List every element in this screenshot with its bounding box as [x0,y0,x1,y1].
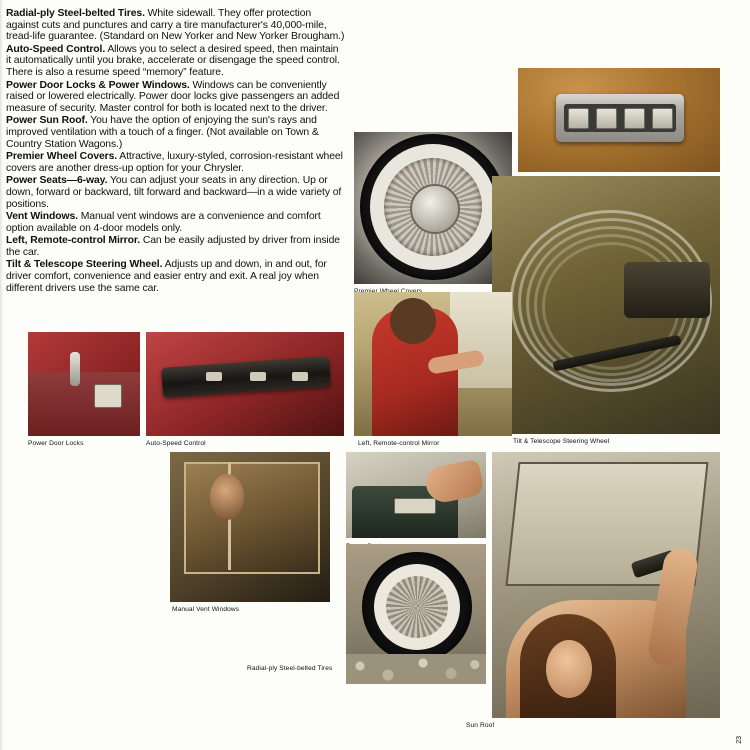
paragraph-tilt-telescope [6,259,346,294]
feature-description-column [6,8,346,295]
lead-premier-wheel-covers: Premier Wheel Covers. [6,151,118,163]
paragraph-auto-speed-control [6,44,346,79]
window-switch [568,108,589,129]
lock-switch-plate [94,384,122,408]
paragraph-power-sun-roof [6,115,346,150]
body-premier-wheel-covers: Attractive, luxury-styled, corrosion-resistant wheel covers are another dress-up option for your Chrysler. [6,151,343,174]
door-lock-knob [70,352,80,386]
paragraph-radial-tires [6,8,346,43]
lead-auto-speed-control: Auto-Speed Control. [6,43,106,55]
caption-power-door-locks: Power Door Locks [28,440,84,447]
manual-vent-windows-photo [170,452,330,602]
power-door-locks-photo [28,332,140,436]
seat-control-switch [394,498,436,514]
caption-tilt-telescope: Tilt & Telescope Steering Wheel [513,438,610,445]
paragraph-power-seats [6,175,346,210]
window-switch [596,108,617,129]
lead-power-sun-roof: Power Sun Roof. [6,115,88,127]
gravel-ground [346,654,486,684]
caption-radial-tires: Radial-ply Steel-belted Tires [247,665,333,672]
driver-head [390,298,436,344]
caption-remote-mirror: Left, Remote-control Mirror [358,440,440,447]
lead-radial-tires: Radial-ply Steel-belted Tires. [6,8,145,19]
lead-power-seats: Power Seats—6-way. [6,175,108,187]
power-windows-photo [518,68,720,172]
door-panel [28,372,140,436]
body-power-seats: You can adjust your seats in any direction. Up or down, forward or backward, tilt forward and backward—in a wide variety of positions. [6,175,342,210]
speed-control-button [206,372,222,381]
wheel-hub [410,184,460,234]
lead-tilt-telescope: Tilt & Telescope Steering Wheel. [6,259,163,271]
premier-wheel-covers-photo [354,132,512,284]
caption-sun-roof: Sun Roof [466,722,495,729]
switch-panel [556,94,684,142]
body-power-sun-roof: You have the option of enjoying the sun's rays and improved ventilation with a touch of a finger. (Not available on Town & Country Station Wagons.) [6,115,319,150]
sun-roof-photo [492,452,720,718]
passenger-face [546,640,592,698]
lead-remote-mirror: Left, Remote-control Mirror. [6,235,141,247]
window-glass [184,462,320,574]
paragraph-premier-wheel-covers [6,151,346,174]
side-window [450,292,512,388]
caption-auto-speed-control: Auto-Speed Control [146,440,206,447]
paragraph-vent-windows [6,211,346,234]
steering-column [624,262,710,318]
window-switch [652,108,673,129]
wheel-cover [386,576,448,638]
paragraph-remote-mirror [6,235,346,258]
auto-speed-control-photo [146,332,344,436]
body-power-locks-windows: Windows can be conveniently raised or lowered electrically. Power door locks give passengers an added measure of security. Master control for both is located next to the driver. [6,79,340,114]
body-vent-windows: Manual vent windows are a convenience and comfort option available on 4-door models only. [6,211,321,234]
lead-vent-windows: Vent Windows. [6,211,78,223]
radial-tires-photo [346,544,486,684]
body-radial-tires: White sidewall. They offer protection against cuts and punctures and carry a tire manufacturer's 40,000-mile, tread-life guarantee. (Standard on New Yorker and New Yorker Brougham.) [6,8,345,43]
body-tilt-telescope: Adjusts up and down, in and out, for driver comfort, convenience and easier entry and exit. A real joy when different drivers use the same car. [6,259,327,294]
switch-cluster [564,104,676,132]
lead-power-locks-windows: Power Door Locks & Power Windows. [6,79,190,91]
remote-control-mirror-photo [354,292,512,436]
power-seats-photo [346,452,486,538]
caption-manual-vent-windows: Manual Vent Windows [172,606,240,613]
window-switch [624,108,645,129]
paragraph-power-locks-windows [6,80,346,115]
speed-control-button [250,372,266,381]
reflected-face [210,474,244,520]
body-remote-mirror: Can be easily adjusted by driver from inside the car. [6,235,340,258]
page-number: 23 [736,736,743,744]
page-edge-shadow [0,0,3,750]
tilt-telescope-steering-wheel-photo [492,176,720,434]
body-auto-speed-control: Allows you to select a desired speed, then maintain it automatically until you brake, accelerate or disengage the speed control. There is also a resume speed “memory” feature. [6,43,340,78]
speed-control-button [292,372,308,381]
